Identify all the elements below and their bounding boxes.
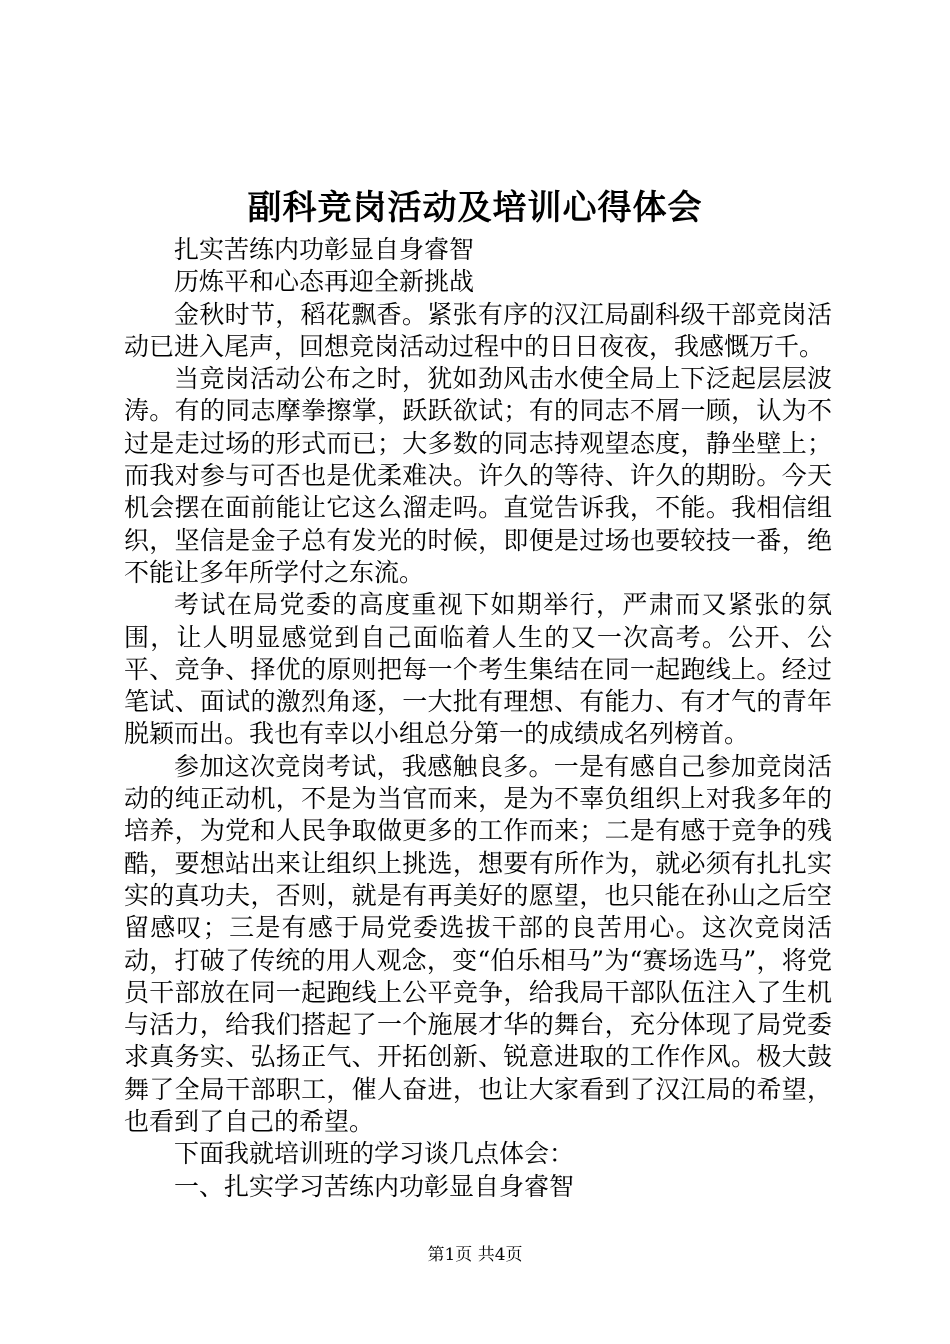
subtitle-1: 扎实苦练内功彰显自身睿智 [174, 235, 475, 264]
paragraph-2: 当竞岗活动公布之时，犹如劲风击水使全局上下泛起层层波涛。有的同志摩拳擦掌，跃跃欲试；有的同志不屑一顾，认为不过是走过场的形式而已；大多数的同志持观望态度，静坐壁上；而我对参与可否也是优柔难决。许久的等待、许久的期盼。今天机会摆在面前能让它这么溜走吗。直觉告诉我，不能。我相信组织，坚信是金子总有发光的时候，即便是过场也要较技一番，绝不能让多年所学付之东流。 [124, 364, 832, 587]
subtitle-2: 历炼平和心态再迎全新挑战 [174, 267, 475, 297]
page-number-footer: 第1页 共4页 [427, 1245, 523, 1265]
section-heading-1: 一、扎实学习苦练内功彰显自身睿智 [174, 1171, 575, 1201]
document-title: 副科竞岗活动及培训心得体会 [247, 188, 703, 228]
document-body [124, 234, 832, 1203]
paragraph-4: 参加这次竞岗考试，我感触良多。一是有感自己参加竞岗活动的纯正动机，不是为当官而来，是为不辜负组织上对我多年的培养，为党和人民争取做更多的工作而来；二是有感于竞争的残酷，要想站出来让组织上挑选，想要有所作为，就必须有扎扎实实的真功夫，否则，就是有再美好的愿望，也只能在孙山之后空留感叹；三是有感于局党委选拔干部的良苦用心。这次竞岗活动，打破了传统的用人观念，变“伯乐相马”为“赛场选马”，将党员干部放在同一起跑线上公平竞争，给我局干部队伍注入了生机与活力，给我们搭起了一个施展才华的舞台，充分体现了局党委求真务实、弘扬正气、开拓创新、锐意进取的工作作风。极大鼓舞了全局干部职工，催人奋进，也让大家看到了汉江局的希望，也看到了自己的希望。 [124, 751, 832, 1137]
paragraph-1: 金秋时节，稻花飘香。紧张有序的汉江局副科级干部竞岗活动已进入尾声，回想竞岗活动过程中的日日夜夜，我感慨万千。 [124, 299, 832, 361]
paragraph-3: 考试在局党委的高度重视下如期举行，严肃而又紧张的氛围，让人明显感觉到自己面临着人生的又一次高考。公开、公平、竞争、择优的原则把每一个考生集结在同一起跑线上。经过笔试、面试的激烈角逐，一大批有理想、有能力、有才气的青年脱颖而出。我也有幸以小组总分第一的成绩成名列榜首。 [124, 590, 832, 749]
paragraph-5: 下面我就培训班的学习谈几点体会： [174, 1139, 575, 1169]
